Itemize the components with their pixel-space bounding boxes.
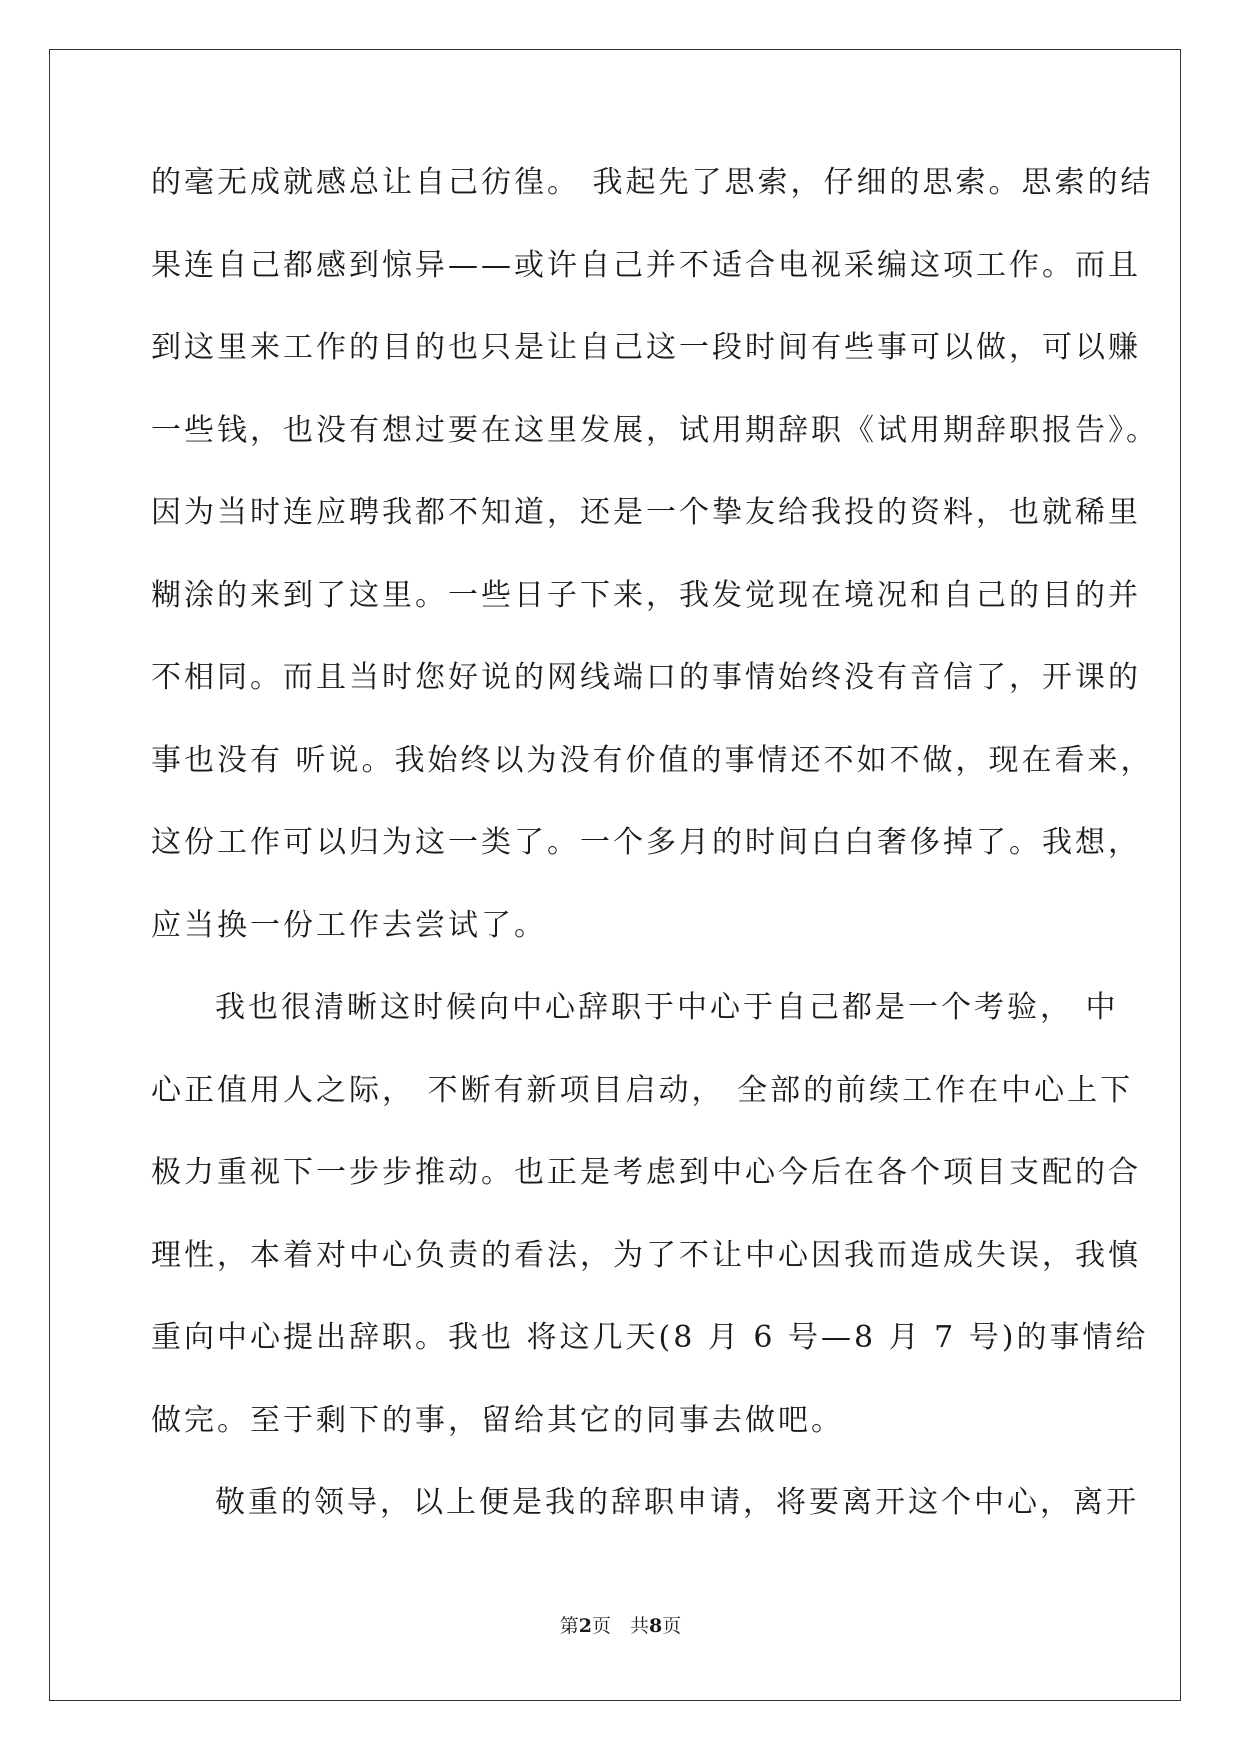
text-line: 重向中心提出辞职。我也 将这几天(8 月 6 号—8 月 7 号)的事情给 bbox=[151, 1320, 1149, 1355]
text-line: 不相同。而且当时您好说的网线端口的事情始终没有音信了，开课的 bbox=[151, 660, 1141, 695]
text-line: 应当换一份工作去尝试了。 bbox=[151, 907, 547, 943]
text-line: 心正值用人之际， 不断有新项目启动， 全部的前续工作在中心上下 bbox=[151, 1072, 1134, 1108]
text-line: 果连自己都感到惊异——或许自己并不适合电视采编这项工作。而且 bbox=[151, 247, 1141, 283]
paragraph bbox=[151, 165, 1159, 993]
text-line: 糊涂的来到了这里。一些日子下来，我发觉现在境况和自己的目的并 bbox=[151, 577, 1141, 613]
page-label-mid: 页 共 bbox=[591, 1615, 649, 1637]
document-body bbox=[151, 165, 1159, 1571]
page-label-suffix: 页 bbox=[662, 1615, 682, 1637]
paragraph bbox=[151, 1485, 1139, 1571]
text-line: 这份工作可以归为这一类了。一个多月的时间白白奢侈掉了。我想， bbox=[151, 825, 1141, 860]
paragraph bbox=[151, 990, 1149, 1488]
text-line: 因为当时连应聘我都不知道，还是一个挚友给我投的资料，也就稀里 bbox=[151, 495, 1141, 530]
text-line: 一些钱，也没有想过要在这里发展，试用期辞职《试用期辞职报告》。 bbox=[151, 412, 1159, 448]
text-line: 极力重视下一步步推动。也正是考虑到中心今后在各个项目支配的合 bbox=[151, 1155, 1141, 1190]
text-line: 到这里来工作的目的也只是让自己这一段时间有些事可以做，可以赚 bbox=[151, 330, 1141, 365]
text-line: 我也很清晰这时候向中心辞职于中心于自己都是一个考验， 中 bbox=[215, 990, 1119, 1025]
text-line: 事也没有 听说。我始终以为没有价值的事情还不如不做，现在看来， bbox=[151, 742, 1154, 778]
page-label-prefix: 第 bbox=[559, 1615, 579, 1637]
current-page-number: 2 bbox=[578, 1615, 592, 1637]
text-line: 做完。至于剩下的事，留给其它的同事去做吧。 bbox=[151, 1402, 844, 1438]
text-line: 理性，本着对中心负责的看法，为了不让中心因我而造成失误，我慎 bbox=[151, 1237, 1141, 1273]
text-line: 的毫无成就感总让自己彷徨。 我起先了思索，仔细的思索。思索的结 bbox=[151, 165, 1154, 200]
page-number-footer bbox=[0, 1614, 1241, 1638]
text-line: 敬重的领导，以上便是我的辞职申请，将要离开这个中心，离开 bbox=[215, 1485, 1139, 1520]
total-pages-number: 8 bbox=[649, 1615, 663, 1637]
